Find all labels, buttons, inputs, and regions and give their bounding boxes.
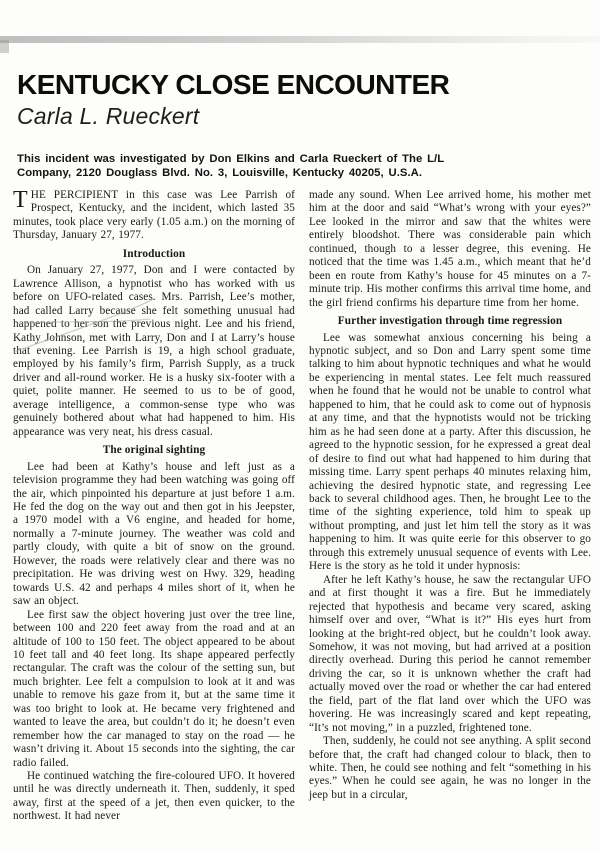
section-heading: Further investigation through time regression — [337, 315, 563, 328]
investigator-note — [17, 153, 444, 180]
lead-paragraph — [13, 189, 295, 243]
body-paragraph: After he left Kathy’s house, he saw the rectangular UFO and at first thought it was a fire. But he immediately rejected that hypothesis and became very scared, asking himself over and over, “What is it?” His eyes hurt from looking at the bright-red object, but he couldn’t look away. Somehow, it was not moving, but had arrived at a position directly overhead. During this period he cannot remember driving the car, so it is unknown whether the craft had actually moved over the road or whether the car had entered the field, part of the flat land over which the UFO was hovering. He was increasingly scared and kept repeating, “It’s not moving,” in a puzzled, frightened tone. — [309, 573, 591, 734]
body-paragraph: Lee was somewhat anxious concerning his being a hypnotic subject, and so Don and Larry spent some time talking to him about hypnotic techniques and what he would be experiencing in mental states. Lee felt much reassured when he found that he would not be unable to control what happened to him, that he could ask to come out of hypnosis at any time, and that the hypnotists would not be tricking him as he had seen done at a party. After this discussion, he agreed to the hypnotic session, for he expressed a great deal of desire to find out what had happened to him during that missing time. Larry spent perhaps 40 minutes relaxing him, achieving the desired hypnotic state, and regressing Lee back to several childhood ages. Then, he brought Lee to the time of the sighting experience, told him to speak up without prompting, and just let him tell the story as it was happening to him. It was quite eerie for this observer to go through this extremely unusual sequence of events with Lee. Here is the story as he told it under hypnosis: — [309, 331, 591, 573]
left-column — [13, 189, 295, 824]
right-column — [309, 189, 591, 824]
author-byline: Carla L. Rueckert — [17, 103, 200, 129]
lead-paragraph-text: HE PERCIPIENT in this case was Lee Parrish of Prospect, Kentucky, and the incident, which lasted 35 minutes, took place very early (1.05 a.m.) on the morning of Thursday, January 27, 1977. — [13, 189, 295, 242]
section-heading: The original sighting — [102, 444, 206, 457]
drop-cap: T — [13, 187, 28, 213]
body-paragraph: Then, suddenly, he could not see anything. A split second before that, the craft had changed colour to black, then to white. Then, he could see nothing and felt “something in his eyes.” When he could see again, he was no longer in the jeep but in a circular, — [309, 735, 591, 801]
scan-corner-artifact — [0, 40, 9, 53]
scan-stripe-artifact — [0, 36, 600, 43]
section-heading: Introduction — [122, 247, 186, 260]
article-title: KENTUCKY CLOSE ENCOUNTER — [17, 68, 450, 100]
body-paragraph: He continued watching the fire-coloured UFO. It hovered until he was directly underneath it. Then, suddenly, it sped away, first at the speed of a jet, then even quicker, to the northwest. It had never — [13, 770, 295, 823]
body-paragraph: made any sound. When Lee arrived home, his mother met him at the door and said “What’s wrong with your eyes?” Lee looked in the mirror and saw that the whites were entirely bloodshot. There was considerable pain which continued, though to a lesser degree, this evening. He noticed that the time was 1.45 a.m., which meant that he’d been en route from Kathy’s house for 45 minutes on a 7-minute trip. His mother confirms this arrival time home, and the girl friend confirms his departure time from her home. — [309, 189, 591, 309]
body-paragraph: Lee had been at Kathy’s house and left just as a television programme they had been watching was going off the air, which pinpointed his departure at just before 1 a.m. He fed the dog on the way out and then got in his Jeepster, a 1970 model with a V6 engine, and headed for home, normally a 7-minute journey. The weather was cold and partly cloudy, with quite a bit of snow on the ground. However, the roads were relatively clear and there was no precipitation. He was driving west on Hwy. 329, heading towards U.S. 42 and perhaps 4 miles short of it, when he saw an object. — [13, 460, 295, 608]
investigator-note-line1: This incident was investigated by Don Elkins and Carla Rueckert of The L/L — [17, 153, 445, 165]
investigator-note-line2: Company, 2120 Douglass Blvd. No. 3, Louisville, Kentucky 40205, U.S.A. — [17, 166, 423, 179]
body-paragraph: Lee first saw the object hovering just over the tree line, between 100 and 220 feet away from the road and at an altitude of 100 to 150 feet. The object appeared to be about 10 feet tall and 40 feet long. Its shape appeared perfectly rectangular. The craft was the colour of the setting sun, but much brighter. Lee felt a compulsion to look at it and was unable to remove his gaze from it, but at the same time it was too bright to look at. He became very frightened and wanted to leave the area, but couldn’t do it; he doesn’t even remember how the car managed to stay on the road — he wasn’t driving it. About 15 seconds into the sighting, the car radio failed. — [13, 608, 295, 769]
article-body — [13, 189, 591, 824]
body-paragraph: On January 27, 1977, Don and I were contacted by Lawrence Allison, a hypnotist who has worked with us before on UFO-related cases. Mrs. Parrish, Lee’s mother, had called Larry because she felt something unusual had happened to her son the previous night. Lee and his friend, Kathy Johnson, met with Larry, Don and I at Larry’s house that evening. Lee Parrish is 19, a high school graduate, employed by his family’s firm, Parrish Supply, as a truck driver and all-round worker. He is a husky six-footer with a quiet, polite manner. He seemed to us to be of good, average intelligence, a common-sense type who was genuinely bothered about what had happened to him. His appearance was very neat, his dress casual. — [13, 264, 295, 438]
